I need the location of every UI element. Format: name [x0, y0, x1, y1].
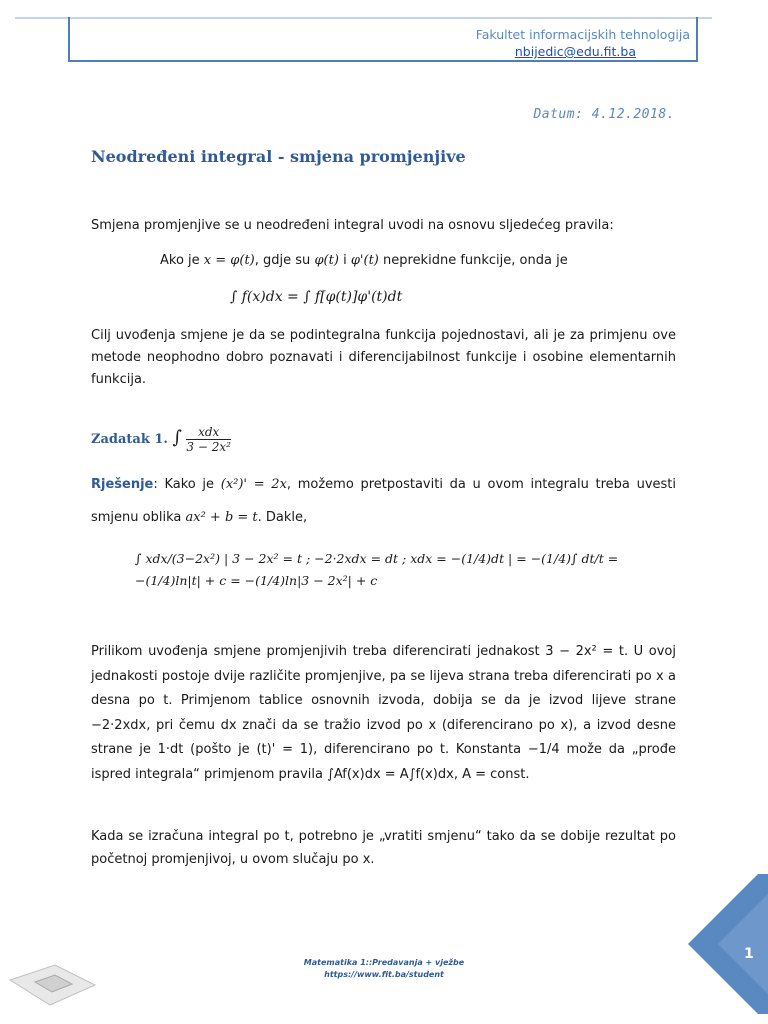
- rule-and: i: [343, 253, 347, 268]
- task-label: Zadatak 1.: [91, 432, 168, 447]
- solution-paragraph: [91, 468, 676, 534]
- task-denominator: 3 − 2x²: [186, 440, 231, 454]
- page-number: 1: [744, 946, 754, 962]
- page-title: Neodređeni integral - smjena promjenjive: [91, 147, 466, 166]
- task-numerator: xdx: [186, 425, 231, 440]
- integral-sign: ∫: [172, 427, 182, 448]
- paragraph-explanation: Prilikom uvođenja smjene promjenjivih treba diferencirati jednakost 3 − 2x² = t. U ovoj jednakosti postoje dvije različite promjenjive, pa se lijeva strana treba diferencirati po x a desna po t. Primjenom tablice osnovnih izvoda, dobija se da je izvod lijeve strane −2·2xdx, pri čemu dx znači da se tražio izvod po x (diferencirano po x), a izvod desne strane je 1·dt (pošto je (t)' = 1), diferencirano po t. Konstanta −1/4 može da „prođe ispred integrala“ primjenom pravila ∫Af(x)dx = A∫f(x)dx, A = const.: [91, 644, 676, 782]
- solution-text1: : Kako je: [153, 477, 215, 492]
- corner-decoration: [688, 864, 768, 1024]
- footer: [0, 957, 768, 981]
- footer-url: https://www.fit.ba/student: [324, 970, 444, 979]
- footer-course: Matematika 1::Predavanja + vježbe: [303, 958, 465, 967]
- chip-logo: [0, 940, 100, 1024]
- rule-line: [160, 250, 680, 272]
- rule-mid: , gdje su: [254, 253, 311, 268]
- solution-label: Rješenje: [91, 477, 154, 492]
- task-fraction: [186, 425, 231, 454]
- solution-eq2: ax² + b = t: [185, 510, 258, 525]
- solution-text3: . Dakle,: [257, 510, 308, 525]
- header-rule-left: [68, 17, 70, 62]
- rule-prefix: Ako je: [160, 253, 200, 268]
- rule-phiprime: φ'(t): [350, 253, 379, 268]
- intro-paragraph: Smjena promjenjive se u neodređeni integral uvodi na osnovu sljedećeg pravila:: [91, 218, 614, 233]
- paragraph-goal: Cilj uvođenja smjene je da se podintegralna funkcija pojednostavi, ali je za primjenu ove metode neophodno dobro poznavati i diferencijabilnost funkcije i osobine elementarnih funkcija.: [91, 328, 676, 387]
- solution-text2: , možemo pretpostaviti da u ovom integralu treba uvesti smjenu oblika: [91, 477, 676, 525]
- faculty-name: Fakultet informacijskih tehnologija: [475, 27, 690, 42]
- solution-eq1: (x²)' = 2x: [220, 477, 287, 492]
- document-date: Datum: 4.12.2018.: [533, 107, 675, 122]
- header-rule-top: [15, 17, 712, 19]
- header-rule-right: [696, 17, 698, 62]
- rule-eq: x = φ(t): [203, 253, 255, 268]
- rule-formula: ∫ f(x)dx = ∫ f[φ(t)]φ'(t)dt: [230, 289, 403, 305]
- task-heading: [91, 425, 231, 454]
- rule-phi: φ(t): [314, 253, 339, 268]
- header-rule-bottom: [68, 60, 698, 62]
- rule-suffix: neprekidne funkcije, onda je: [383, 253, 568, 268]
- big-formula: ∫ xdx/(3−2x²) | 3 − 2x² = t ; −2·2xdx = dt ; xdx = −(1/4)dt | = −(1/4)∫ dt/t = −(1/4)ln|t| + c = −(1/4)ln|3 − 2x²| + c: [135, 551, 619, 588]
- paragraph-return: Kada se izračuna integral po t, potrebno je „vratiti smjenu“ tako da se dobije rezultat po početnoj promjenjivoj, u ovom slučaju po x.: [91, 829, 676, 867]
- email-link[interactable]: nbijedic@edu.fit.ba: [514, 44, 636, 59]
